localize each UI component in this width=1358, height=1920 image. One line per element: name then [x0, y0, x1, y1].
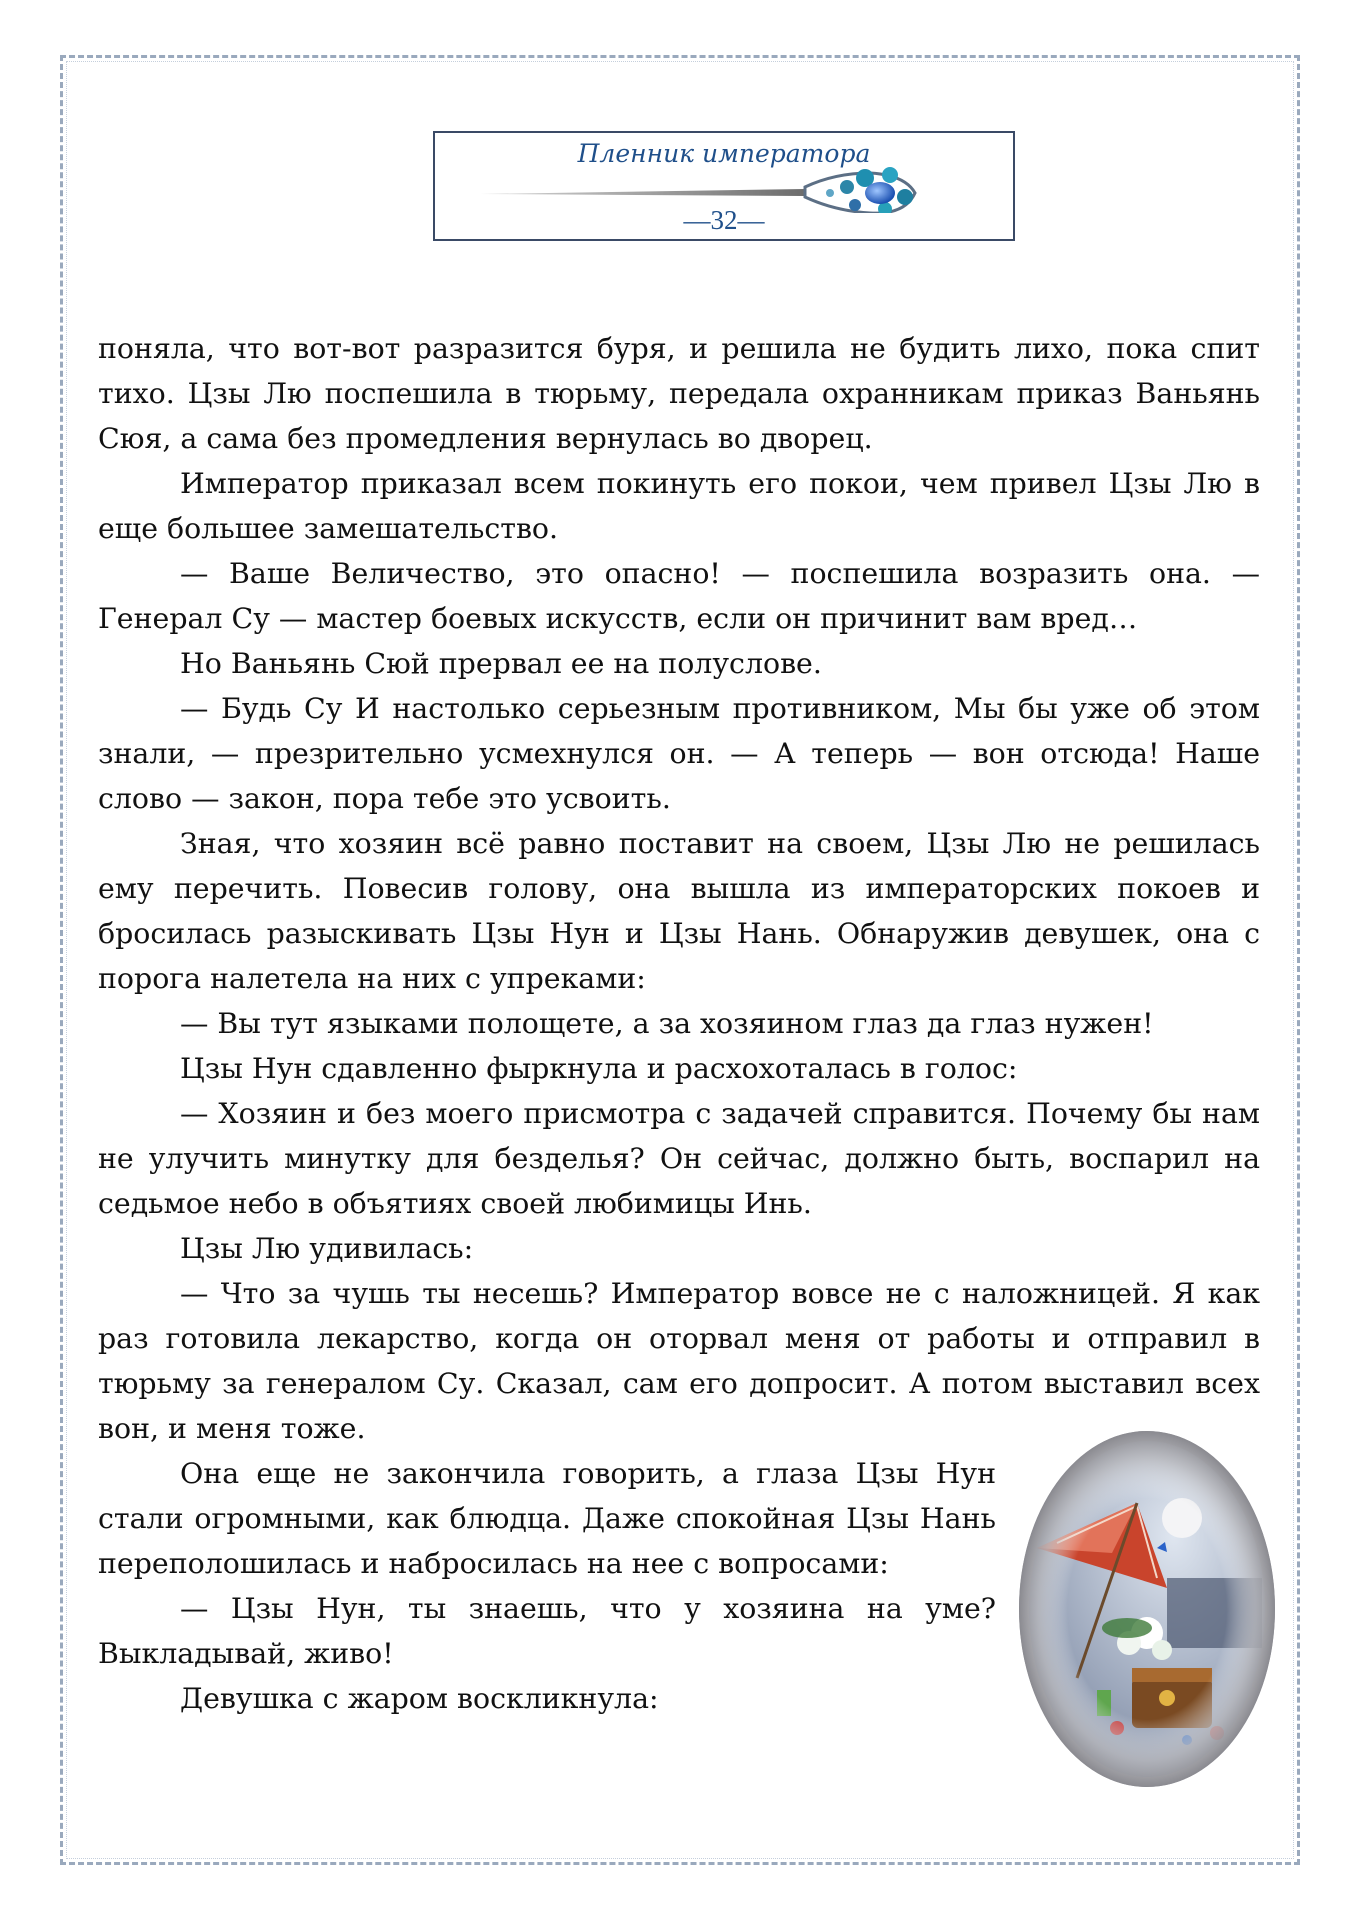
paragraph: Зная, что хозяин всё равно поставит на своем, Цзы Лю не решилась ему перечить. Повесив голову, она вышла из императорских покоев и бросилась разыскивать Цзы Нун и Цзы Нань. Обнаружив девушек, она с порога налетела на них с упреками:	[98, 827, 1260, 995]
paragraph: — Цзы Нун, ты знаешь, что у хозяина на уме? Выкладывай, живо!	[98, 1592, 996, 1670]
paragraph: Но Ваньянь Сюй прервал ее на полуслове.	[180, 647, 822, 680]
paragraph: — Будь Су И настолько серьезным противником, Мы бы уже об этом знали, — презрительно усмехнулся он. — А теперь — вон отсюда! Наше слово — закон, пора тебе это усвоить.	[98, 692, 1260, 815]
paragraph: — Что за чушь ты несешь? Император вовсе не с наложницей. Я как раз готовила лекарство, когда он оторвал меня от работы и отправил в тюрьму за генералом Су. Сказал, сам его допросит. А потом выставил всех вон, и меня тоже.	[98, 1277, 1260, 1445]
paragraph: — Ваше Величество, это опасно! — поспешила возразить она. — Генерал Су — мастер боевых искусств, если он причинит вам вред…	[98, 557, 1260, 635]
running-header	[433, 131, 1015, 241]
paragraph: Цзы Лю удивилась:	[180, 1232, 474, 1265]
paragraph: Цзы Нун сдавленно фыркнула и расхохоталась в голос:	[180, 1052, 1018, 1085]
page-number: —32—	[683, 205, 765, 235]
paragraph: — Вы тут языками полощете, а за хозяином глаз да глаз нужен!	[180, 1007, 1154, 1040]
paragraph: Она еще не закончила говорить, а глаза Цзы Нун стали огромными, как блюдца. Даже спокойная Цзы Нань переполошилась и набросилась на нее с вопросами:	[98, 1457, 996, 1580]
paragraph: — Хозяин и без моего присмотра с задачей справится. Почему бы нам не улучить минутку для безделья? Он сейчас, должно быть, воспарил на седьмое небо в объятиях своей любимицы Инь.	[98, 1097, 1260, 1220]
paragraph: Девушка с жаром воскликнула:	[180, 1682, 659, 1715]
oval-illustration	[1017, 1428, 1278, 1790]
paragraph: Император приказал всем покинуть его покои, чем привел Цзы Лю в еще большее замешательство.	[98, 467, 1260, 545]
paragraph: поняла, что вот-вот разразится буря, и решила не будить лихо, пока спит тихо. Цзы Лю поспешила в тюрьму, передала охранникам приказ Ваньянь Сюя, а сама без промедления вернулась во дворец.	[98, 332, 1260, 455]
book-title: Пленник императора	[577, 139, 871, 168]
hairpin-icon	[475, 153, 975, 213]
